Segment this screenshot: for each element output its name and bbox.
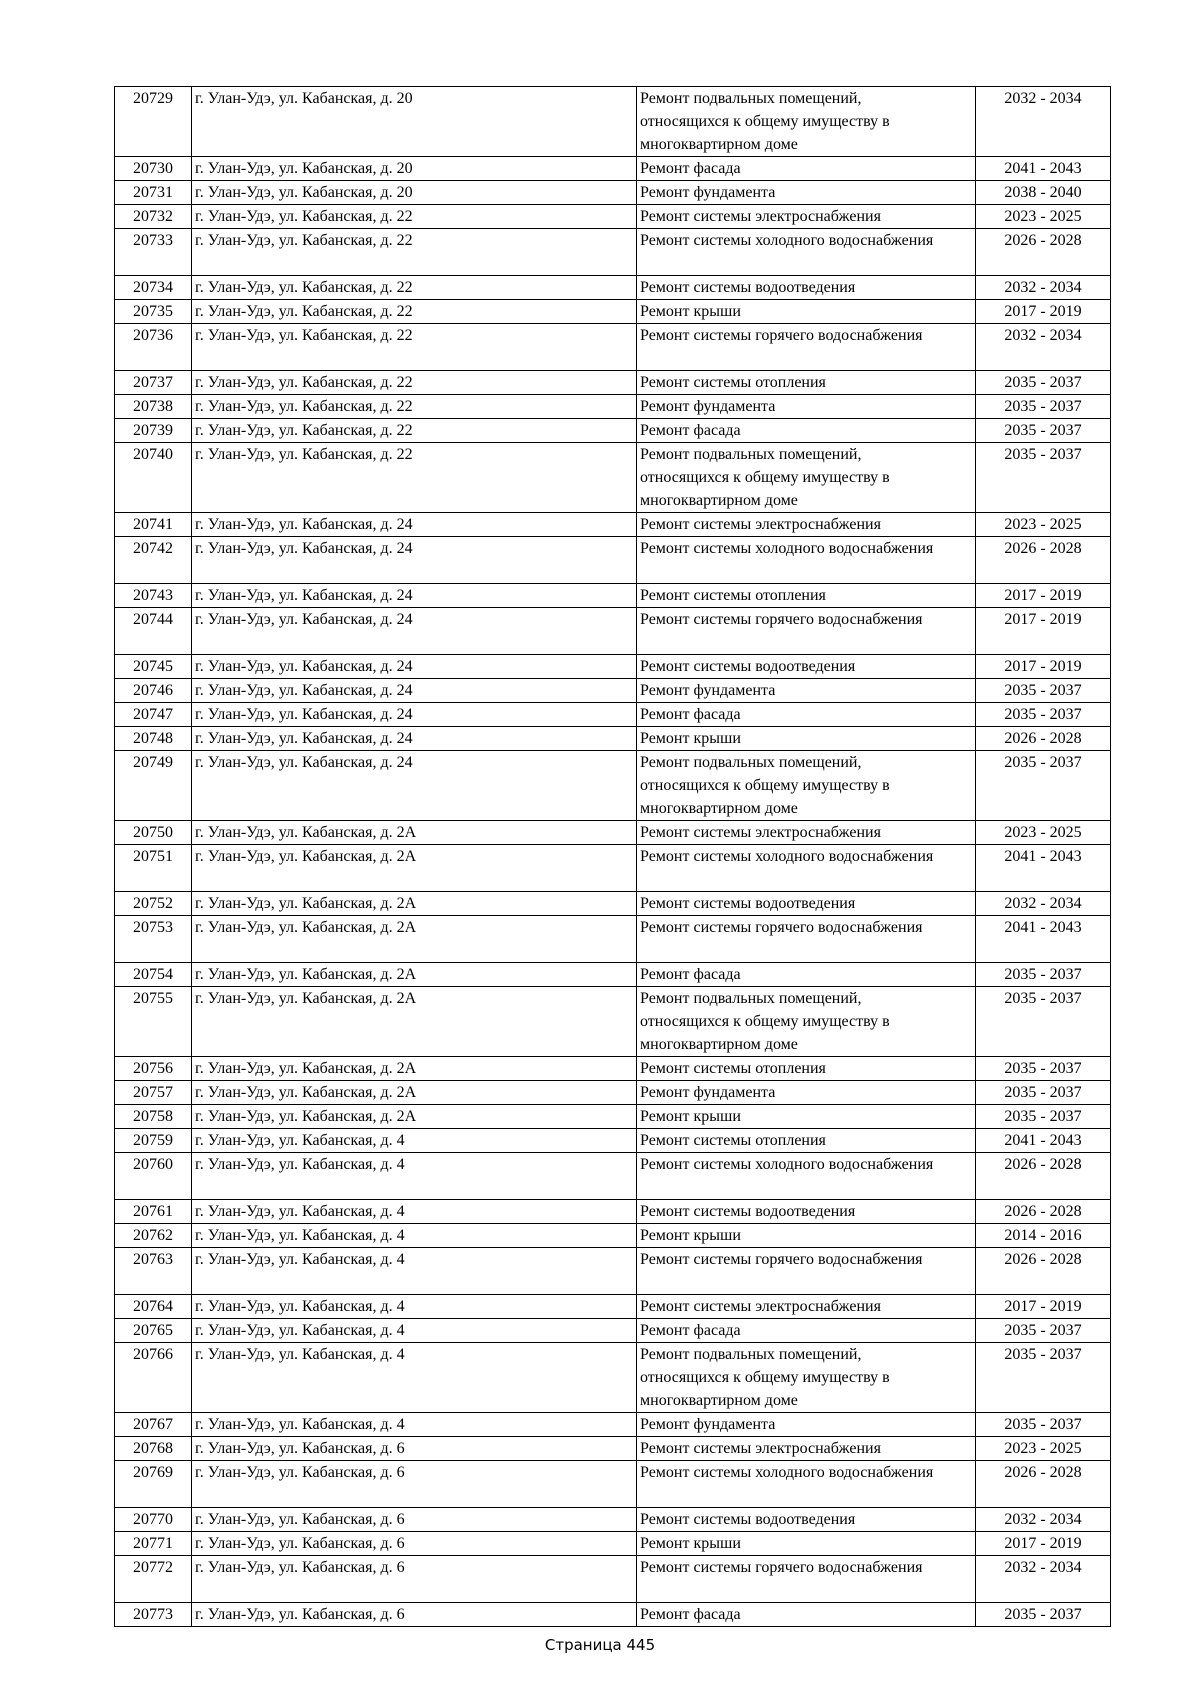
row-work-cell: Ремонт системы отопления [637,1129,976,1153]
row-period-cell: 2023 - 2025 [976,1437,1111,1461]
row-period-cell: 2032 - 2034 [976,892,1111,916]
row-period-cell: 2035 - 2037 [976,395,1111,419]
row-id-cell: 20740 [115,443,192,513]
row-work-cell: Ремонт фундамента [637,1081,976,1105]
row-period-cell: 2035 - 2037 [976,419,1111,443]
table-row [115,157,1111,181]
row-address-cell: г. Улан-Удэ, ул. Кабанская, д. 22 [192,205,637,229]
row-work-cell: Ремонт системы водоотведения [637,1508,976,1532]
row-work-cell: Ремонт крыши [637,300,976,324]
table-row [115,371,1111,395]
table-row [115,963,1111,987]
table-row [115,1057,1111,1081]
table-row [115,751,1111,821]
row-address-cell: г. Улан-Удэ, ул. Кабанская, д. 4 [192,1248,637,1295]
row-period-cell: 2026 - 2028 [976,1153,1111,1200]
row-work-cell: Ремонт системы электроснабжения [637,1295,976,1319]
row-period-cell: 2035 - 2037 [976,1057,1111,1081]
row-work-cell: Ремонт системы водоотведения [637,655,976,679]
table-row [115,443,1111,513]
row-period-cell: 2026 - 2028 [976,727,1111,751]
row-period-cell: 2041 - 2043 [976,157,1111,181]
table-row [115,395,1111,419]
row-period-cell: 2026 - 2028 [976,1248,1111,1295]
table-row [115,727,1111,751]
table-row [115,229,1111,276]
row-work-cell: Ремонт подвальных помещений, относящихся к общему имуществу в многоквартирном доме [637,751,976,821]
row-id-cell: 20762 [115,1224,192,1248]
row-address-cell: г. Улан-Удэ, ул. Кабанская, д. 22 [192,324,637,371]
row-id-cell: 20750 [115,821,192,845]
row-id-cell: 20769 [115,1461,192,1508]
row-address-cell: г. Улан-Удэ, ул. Кабанская, д. 20 [192,181,637,205]
row-period-cell: 2017 - 2019 [976,300,1111,324]
row-period-cell: 2026 - 2028 [976,1461,1111,1508]
row-period-cell: 2035 - 2037 [976,371,1111,395]
table-row [115,1105,1111,1129]
row-id-cell: 20749 [115,751,192,821]
row-address-cell: г. Улан-Удэ, ул. Кабанская, д. 22 [192,443,637,513]
table-row [115,1461,1111,1508]
row-work-cell: Ремонт фасада [637,1603,976,1627]
row-work-cell: Ремонт системы горячего водоснабжения [637,1556,976,1603]
row-id-cell: 20733 [115,229,192,276]
row-work-cell: Ремонт подвальных помещений, относящихся к общему имуществу в многоквартирном доме [637,1343,976,1413]
row-work-cell: Ремонт подвальных помещений, относящихся к общему имуществу в многоквартирном доме [637,987,976,1057]
row-work-cell: Ремонт фасада [637,703,976,727]
row-address-cell: г. Улан-Удэ, ул. Кабанская, д. 2А [192,892,637,916]
row-address-cell: г. Улан-Удэ, ул. Кабанская, д. 24 [192,679,637,703]
row-period-cell: 2041 - 2043 [976,1129,1111,1153]
row-address-cell: г. Улан-Удэ, ул. Кабанская, д. 24 [192,727,637,751]
table-row [115,916,1111,963]
table-row [115,1603,1111,1627]
row-work-cell: Ремонт системы отопления [637,371,976,395]
row-work-cell: Ремонт системы горячего водоснабжения [637,324,976,371]
page-number: Страница 445 [544,1636,656,1654]
row-address-cell: г. Улан-Удэ, ул. Кабанская, д. 22 [192,276,637,300]
row-id-cell: 20734 [115,276,192,300]
table-row [115,324,1111,371]
row-id-cell: 20729 [115,87,192,157]
row-address-cell: г. Улан-Удэ, ул. Кабанская, д. 4 [192,1200,637,1224]
row-id-cell: 20737 [115,371,192,395]
row-address-cell: г. Улан-Удэ, ул. Кабанская, д. 24 [192,703,637,727]
row-work-cell: Ремонт системы холодного водоснабжения [637,537,976,584]
row-address-cell: г. Улан-Удэ, ул. Кабанская, д. 22 [192,395,637,419]
row-work-cell: Ремонт системы горячего водоснабжения [637,608,976,655]
row-id-cell: 20764 [115,1295,192,1319]
row-period-cell: 2023 - 2025 [976,205,1111,229]
row-address-cell: г. Улан-Удэ, ул. Кабанская, д. 24 [192,513,637,537]
row-address-cell: г. Улан-Удэ, ул. Кабанская, д. 4 [192,1129,637,1153]
table-row [115,655,1111,679]
row-id-cell: 20756 [115,1057,192,1081]
row-address-cell: г. Улан-Удэ, ул. Кабанская, д. 24 [192,584,637,608]
row-address-cell: г. Улан-Удэ, ул. Кабанская, д. 24 [192,655,637,679]
row-address-cell: г. Улан-Удэ, ул. Кабанская, д. 6 [192,1461,637,1508]
row-period-cell: 2026 - 2028 [976,229,1111,276]
row-id-cell: 20766 [115,1343,192,1413]
row-work-cell: Ремонт фасада [637,963,976,987]
row-period-cell: 2038 - 2040 [976,181,1111,205]
row-id-cell: 20754 [115,963,192,987]
row-period-cell: 2035 - 2037 [976,1343,1111,1413]
row-work-cell: Ремонт фундамента [637,1413,976,1437]
table-row [115,87,1111,157]
row-period-cell: 2017 - 2019 [976,1532,1111,1556]
row-address-cell: г. Улан-Удэ, ул. Кабанская, д. 6 [192,1603,637,1627]
table-row [115,513,1111,537]
row-address-cell: г. Улан-Удэ, ул. Кабанская, д. 2А [192,1081,637,1105]
row-work-cell: Ремонт системы электроснабжения [637,1437,976,1461]
row-id-cell: 20747 [115,703,192,727]
row-address-cell: г. Улан-Удэ, ул. Кабанская, д. 22 [192,371,637,395]
row-work-cell: Ремонт фундамента [637,395,976,419]
table-row [115,608,1111,655]
row-period-cell: 2035 - 2037 [976,987,1111,1057]
row-work-cell: Ремонт системы электроснабжения [637,205,976,229]
table-row [115,679,1111,703]
row-period-cell: 2035 - 2037 [976,1413,1111,1437]
row-address-cell: г. Улан-Удэ, ул. Кабанская, д. 2А [192,963,637,987]
row-address-cell: г. Улан-Удэ, ул. Кабанская, д. 2А [192,845,637,892]
row-address-cell: г. Улан-Удэ, ул. Кабанская, д. 20 [192,157,637,181]
row-period-cell: 2032 - 2034 [976,1556,1111,1603]
table-row [115,300,1111,324]
row-address-cell: г. Улан-Удэ, ул. Кабанская, д. 6 [192,1556,637,1603]
row-work-cell: Ремонт подвальных помещений, относящихся к общему имуществу в многоквартирном доме [637,87,976,157]
row-id-cell: 20765 [115,1319,192,1343]
row-address-cell: г. Улан-Удэ, ул. Кабанская, д. 6 [192,1508,637,1532]
row-id-cell: 20763 [115,1248,192,1295]
table-row [115,1295,1111,1319]
row-address-cell: г. Улан-Удэ, ул. Кабанская, д. 2А [192,987,637,1057]
row-id-cell: 20744 [115,608,192,655]
row-work-cell: Ремонт крыши [637,1532,976,1556]
row-period-cell: 2017 - 2019 [976,584,1111,608]
row-id-cell: 20755 [115,987,192,1057]
row-period-cell: 2035 - 2037 [976,751,1111,821]
row-address-cell: г. Улан-Удэ, ул. Кабанская, д. 2А [192,916,637,963]
row-period-cell: 2035 - 2037 [976,963,1111,987]
row-work-cell: Ремонт системы холодного водоснабжения [637,1461,976,1508]
table-row [115,821,1111,845]
row-id-cell: 20771 [115,1532,192,1556]
table-row [115,987,1111,1057]
repair-schedule-table [114,86,1111,1627]
table-row [115,1532,1111,1556]
row-period-cell: 2032 - 2034 [976,87,1111,157]
row-address-cell: г. Улан-Удэ, ул. Кабанская, д. 4 [192,1319,637,1343]
row-id-cell: 20760 [115,1153,192,1200]
row-work-cell: Ремонт крыши [637,1224,976,1248]
row-id-cell: 20738 [115,395,192,419]
row-id-cell: 20753 [115,916,192,963]
row-work-cell: Ремонт системы водоотведения [637,892,976,916]
table-row [115,1508,1111,1532]
table-row [115,276,1111,300]
row-period-cell: 2014 - 2016 [976,1224,1111,1248]
row-work-cell: Ремонт системы отопления [637,584,976,608]
row-address-cell: г. Улан-Удэ, ул. Кабанская, д. 24 [192,537,637,584]
row-period-cell: 2017 - 2019 [976,655,1111,679]
row-address-cell: г. Улан-Удэ, ул. Кабанская, д. 4 [192,1153,637,1200]
row-id-cell: 20743 [115,584,192,608]
row-id-cell: 20731 [115,181,192,205]
row-address-cell: г. Улан-Удэ, ул. Кабанская, д. 22 [192,300,637,324]
row-work-cell: Ремонт системы холодного водоснабжения [637,1153,976,1200]
row-period-cell: 2017 - 2019 [976,608,1111,655]
row-address-cell: г. Улан-Удэ, ул. Кабанская, д. 6 [192,1532,637,1556]
row-address-cell: г. Улан-Удэ, ул. Кабанская, д. 2А [192,1057,637,1081]
row-address-cell: г. Улан-Удэ, ул. Кабанская, д. 24 [192,608,637,655]
row-period-cell: 2035 - 2037 [976,679,1111,703]
row-id-cell: 20752 [115,892,192,916]
table-row [115,584,1111,608]
row-period-cell: 2041 - 2043 [976,916,1111,963]
row-period-cell: 2032 - 2034 [976,1508,1111,1532]
row-work-cell: Ремонт системы электроснабжения [637,821,976,845]
table-row [115,1556,1111,1603]
row-id-cell: 20770 [115,1508,192,1532]
row-id-cell: 20741 [115,513,192,537]
row-work-cell: Ремонт системы горячего водоснабжения [637,916,976,963]
row-address-cell: г. Улан-Удэ, ул. Кабанская, д. 22 [192,419,637,443]
row-id-cell: 20748 [115,727,192,751]
row-id-cell: 20773 [115,1603,192,1627]
row-work-cell: Ремонт фасада [637,419,976,443]
row-address-cell: г. Улан-Удэ, ул. Кабанская, д. 2А [192,1105,637,1129]
row-period-cell: 2032 - 2034 [976,324,1111,371]
row-id-cell: 20759 [115,1129,192,1153]
table-row [115,1200,1111,1224]
table-row [115,845,1111,892]
row-id-cell: 20746 [115,679,192,703]
row-period-cell: 2017 - 2019 [976,1295,1111,1319]
table-row [115,1248,1111,1295]
table-row [115,205,1111,229]
row-period-cell: 2026 - 2028 [976,1200,1111,1224]
row-id-cell: 20745 [115,655,192,679]
row-work-cell: Ремонт крыши [637,1105,976,1129]
row-work-cell: Ремонт фасада [637,1319,976,1343]
row-address-cell: г. Улан-Удэ, ул. Кабанская, д. 4 [192,1343,637,1413]
row-id-cell: 20732 [115,205,192,229]
row-id-cell: 20767 [115,1413,192,1437]
row-period-cell: 2035 - 2037 [976,1319,1111,1343]
row-period-cell: 2035 - 2037 [976,1603,1111,1627]
row-work-cell: Ремонт системы электроснабжения [637,513,976,537]
table-row [115,703,1111,727]
row-id-cell: 20772 [115,1556,192,1603]
row-address-cell: г. Улан-Удэ, ул. Кабанская, д. 22 [192,229,637,276]
row-work-cell: Ремонт фундамента [637,181,976,205]
table-row [115,181,1111,205]
row-work-cell: Ремонт системы отопления [637,1057,976,1081]
row-period-cell: 2035 - 2037 [976,1105,1111,1129]
row-id-cell: 20742 [115,537,192,584]
row-work-cell: Ремонт крыши [637,727,976,751]
table-row [115,419,1111,443]
row-id-cell: 20730 [115,157,192,181]
row-address-cell: г. Улан-Удэ, ул. Кабанская, д. 4 [192,1413,637,1437]
table-row [115,537,1111,584]
row-address-cell: г. Улан-Удэ, ул. Кабанская, д. 20 [192,87,637,157]
table-row [115,1129,1111,1153]
row-period-cell: 2023 - 2025 [976,513,1111,537]
row-id-cell: 20739 [115,419,192,443]
row-work-cell: Ремонт системы водоотведения [637,276,976,300]
table-row [115,1437,1111,1461]
table-body [115,87,1111,1627]
table-row [115,1081,1111,1105]
table-row [115,892,1111,916]
table-row [115,1153,1111,1200]
row-period-cell: 2035 - 2037 [976,703,1111,727]
table-row [115,1343,1111,1413]
table-row [115,1319,1111,1343]
table-row [115,1413,1111,1437]
row-id-cell: 20768 [115,1437,192,1461]
row-work-cell: Ремонт системы горячего водоснабжения [637,1248,976,1295]
row-address-cell: г. Улан-Удэ, ул. Кабанская, д. 4 [192,1224,637,1248]
row-period-cell: 2035 - 2037 [976,1081,1111,1105]
row-address-cell: г. Улан-Удэ, ул. Кабанская, д. 6 [192,1437,637,1461]
row-address-cell: г. Улан-Удэ, ул. Кабанская, д. 24 [192,751,637,821]
table-row [115,1224,1111,1248]
row-period-cell: 2035 - 2037 [976,443,1111,513]
row-id-cell: 20736 [115,324,192,371]
row-work-cell: Ремонт подвальных помещений, относящихся к общему имуществу в многоквартирном доме [637,443,976,513]
row-work-cell: Ремонт фасада [637,157,976,181]
row-work-cell: Ремонт системы холодного водоснабжения [637,229,976,276]
row-work-cell: Ремонт фундамента [637,679,976,703]
row-id-cell: 20757 [115,1081,192,1105]
row-address-cell: г. Улан-Удэ, ул. Кабанская, д. 2А [192,821,637,845]
row-period-cell: 2026 - 2028 [976,537,1111,584]
row-id-cell: 20735 [115,300,192,324]
row-address-cell: г. Улан-Удэ, ул. Кабанская, д. 4 [192,1295,637,1319]
row-period-cell: 2041 - 2043 [976,845,1111,892]
row-period-cell: 2032 - 2034 [976,276,1111,300]
row-id-cell: 20761 [115,1200,192,1224]
row-work-cell: Ремонт системы холодного водоснабжения [637,845,976,892]
row-id-cell: 20751 [115,845,192,892]
row-period-cell: 2023 - 2025 [976,821,1111,845]
row-id-cell: 20758 [115,1105,192,1129]
row-work-cell: Ремонт системы водоотведения [637,1200,976,1224]
